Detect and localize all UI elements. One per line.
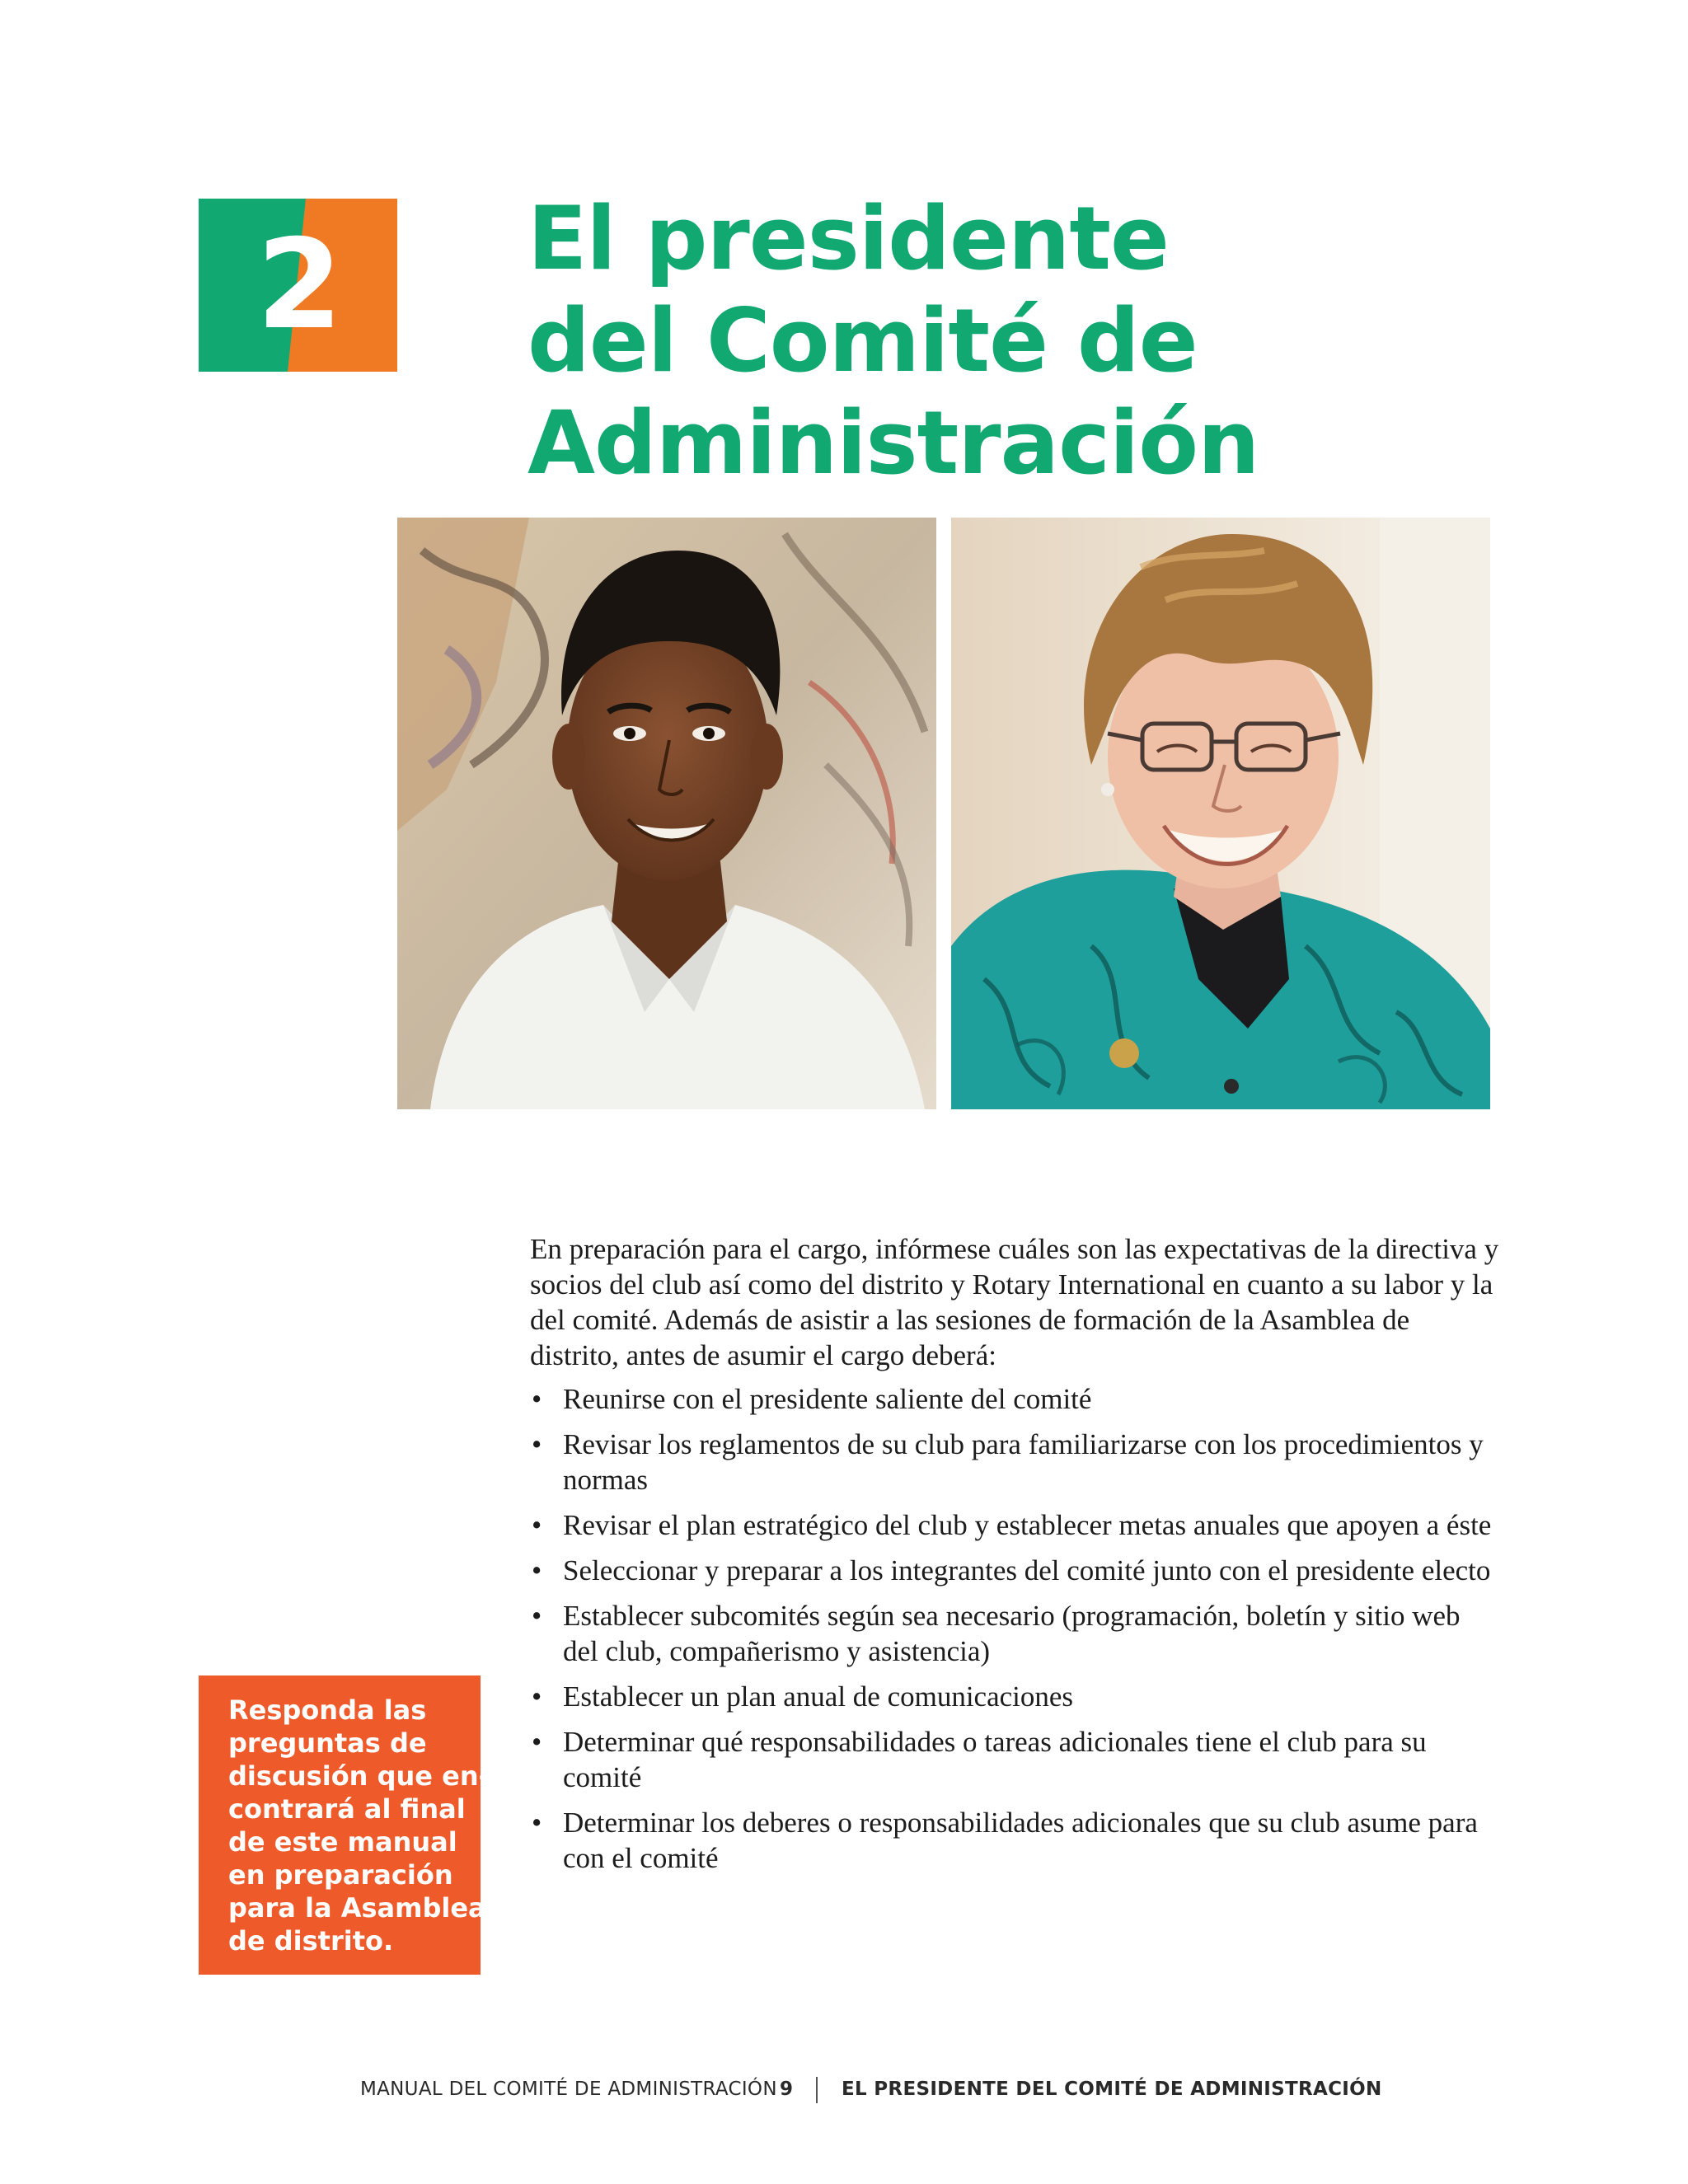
- page-title: [528, 188, 1517, 494]
- list-item-text: Seleccionar y preparar a los integrantes del comité junto con el presidente electo: [563, 1554, 1491, 1586]
- list-item: [530, 1805, 1503, 1876]
- list-item: [530, 1724, 1503, 1795]
- list-item: [530, 1507, 1503, 1543]
- portrait-older-woman-photo: [951, 518, 1490, 1109]
- callout-line: preguntas de: [228, 1727, 427, 1759]
- page-number: 9: [780, 2079, 794, 2100]
- body-text: [530, 1231, 1503, 1886]
- title-line: El presidente: [528, 188, 1169, 289]
- chapter-badge: [199, 199, 397, 372]
- chapter-number: 2: [256, 213, 340, 357]
- bullet-icon: •: [532, 1509, 542, 1541]
- callout-line: de este manual: [228, 1826, 457, 1858]
- footer-divider: [816, 2077, 818, 2103]
- bullet-icon: •: [532, 1726, 542, 1758]
- list-item-text: Establecer subcomités según sea necesario (programación, boletín y sitio web del club, compañerismo y asistencia): [563, 1600, 1461, 1667]
- page-footer: [0, 2075, 1688, 2103]
- list-item-text: Determinar los deberes o responsabilidades adicionales que su club asume para con el comité: [563, 1807, 1478, 1874]
- list-item: [530, 1598, 1503, 1669]
- callout-line: en preparación: [228, 1859, 453, 1891]
- callout-line: discusión que en-: [228, 1760, 490, 1792]
- list-item: [530, 1381, 1503, 1417]
- list-item: [530, 1679, 1503, 1714]
- requirements-list: [530, 1381, 1503, 1876]
- portrait-young-man-photo: [397, 518, 936, 1109]
- intro-paragraph: En preparación para el cargo, infórmese cuáles son las expectativas de la directiva y socios del club así como del distrito y Rotary International en cuanto a su labor y la del comité. Además de asistir a las sesiones de formación de la Asamblea de distrito, antes de asumir el cargo deberá:: [530, 1233, 1499, 1371]
- bullet-icon: •: [532, 1383, 542, 1415]
- list-item: [530, 1553, 1503, 1588]
- callout-line: Responda las: [228, 1694, 427, 1726]
- list-item-text: Revisar el plan estratégico del club y establecer metas anuales que apoyen a éste: [563, 1509, 1492, 1541]
- bullet-icon: •: [532, 1680, 542, 1713]
- list-item-text: Revisar los reglamentos de su club para familiarizarse con los procedimientos y normas: [563, 1428, 1484, 1496]
- list-item-text: Reunirse con el presidente saliente del comité: [563, 1383, 1092, 1415]
- callout-line: contrará al final: [228, 1793, 466, 1825]
- callout-line: de distrito.: [228, 1925, 394, 1957]
- bullet-icon: •: [532, 1428, 542, 1460]
- bullet-icon: •: [532, 1554, 542, 1586]
- footer-manual-title: MANUAL DEL COMITÉ DE ADMINISTRACIÓN: [360, 2079, 777, 2100]
- title-line: Administración: [528, 392, 1259, 494]
- list-item-text: Determinar qué responsabilidades o tareas adicionales tiene el club para su comité: [563, 1726, 1427, 1793]
- bullet-icon: •: [532, 1600, 542, 1632]
- title-line: del Comité de: [528, 290, 1198, 391]
- discussion-callout: [199, 1675, 490, 1975]
- footer-chapter-title: EL PRESIDENTE DEL COMITÉ DE ADMINISTRACIÓN: [842, 2079, 1382, 2100]
- list-item: [530, 1427, 1503, 1497]
- callout-line: para la Asamblea: [228, 1892, 486, 1924]
- list-item-text: Establecer un plan anual de comunicaciones: [563, 1680, 1074, 1713]
- bullet-icon: •: [532, 1807, 542, 1839]
